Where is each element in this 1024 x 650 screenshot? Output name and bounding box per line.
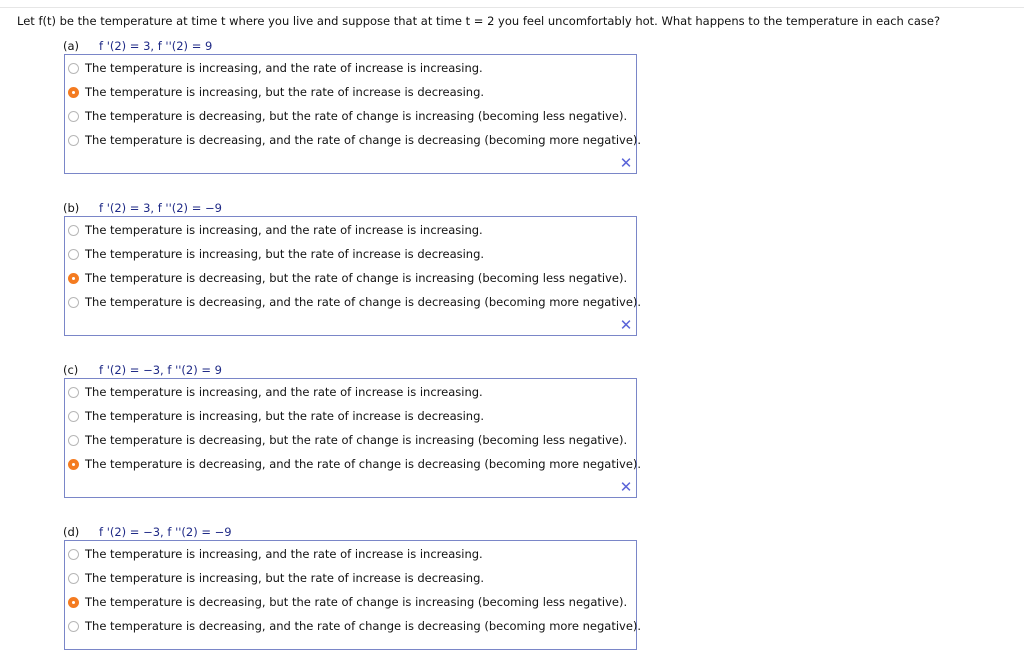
part-a-label: (a) [63, 39, 80, 53]
part-c-option-3[interactable]: The temperature is decreasing, but the rate of change is increasing (becoming less negative). [85, 433, 628, 447]
part-a-option-4[interactable]: The temperature is decreasing, and the rate of change is decreasing (becoming more negative). [85, 133, 642, 147]
part-c-option-2[interactable]: The temperature is increasing, but the rate of increase is decreasing. [85, 409, 485, 423]
part-d-radio-3[interactable] [68, 597, 79, 608]
part-d-option-4[interactable]: The temperature is decreasing, and the rate of change is decreasing (becoming more negative). [85, 619, 642, 633]
part-c-option-1[interactable]: The temperature is increasing, and the rate of increase is increasing. [85, 385, 483, 399]
part-a-radio-3[interactable] [68, 111, 79, 122]
part-d-radio-1[interactable] [68, 549, 79, 560]
part-b-radio-2[interactable] [68, 249, 79, 260]
part-b-answer-box [64, 216, 642, 336]
part-b-equation: f '(2) = 3, f ''(2) = −9 [99, 201, 222, 215]
part-c-option-4[interactable]: The temperature is decreasing, and the rate of change is decreasing (becoming more negative). [85, 457, 642, 471]
part-a-radio-2[interactable] [68, 87, 79, 98]
part-c-label: (c) [63, 363, 79, 377]
part-b-option-2[interactable]: The temperature is increasing, but the rate of increase is decreasing. [85, 247, 485, 261]
part-a-radio-4[interactable] [68, 135, 79, 146]
part-d-radio-2[interactable] [68, 573, 79, 584]
part-c-answer-box [64, 378, 642, 498]
part-d-header [63, 525, 232, 539]
x-mark-icon: ✕ [619, 154, 633, 172]
part-a-radio-1[interactable] [68, 63, 79, 74]
part-a-header [63, 39, 212, 53]
x-mark-icon: ✕ [619, 478, 633, 496]
part-c-radio-2[interactable] [68, 411, 79, 422]
part-a-option-2[interactable]: The temperature is increasing, but the rate of increase is decreasing. [85, 85, 485, 99]
top-divider [0, 7, 1024, 8]
question-prompt: Let f(t) be the temperature at time t where you live and suppose that at time t = 2 you feel uncomfortably hot. What happens to the temperature in each case? [17, 14, 941, 28]
part-d-label: (d) [63, 525, 80, 539]
part-b-radio-3[interactable] [68, 273, 79, 284]
part-d-answer-box [64, 540, 642, 650]
part-a-option-1[interactable]: The temperature is increasing, and the rate of increase is increasing. [85, 61, 483, 75]
part-b-option-1[interactable]: The temperature is increasing, and the rate of increase is increasing. [85, 223, 483, 237]
x-mark-icon: ✕ [619, 316, 633, 334]
part-d-option-3[interactable]: The temperature is decreasing, but the rate of change is increasing (becoming less negative). [85, 595, 628, 609]
part-d-radio-4[interactable] [68, 621, 79, 632]
part-b-header [63, 201, 222, 215]
part-a-answer-box [64, 54, 642, 174]
part-a-option-3[interactable]: The temperature is decreasing, but the rate of change is increasing (becoming less negative). [85, 109, 628, 123]
part-a-equation: f '(2) = 3, f ''(2) = 9 [99, 39, 213, 53]
part-d-option-2[interactable]: The temperature is increasing, but the rate of increase is decreasing. [85, 571, 485, 585]
part-b-option-3[interactable]: The temperature is decreasing, but the rate of change is increasing (becoming less negative). [85, 271, 628, 285]
part-c-radio-1[interactable] [68, 387, 79, 398]
part-c-radio-4[interactable] [68, 459, 79, 470]
part-b-radio-1[interactable] [68, 225, 79, 236]
part-d-equation: f '(2) = −3, f ''(2) = −9 [99, 525, 232, 539]
part-c-equation: f '(2) = −3, f ''(2) = 9 [99, 363, 222, 377]
part-d-option-1[interactable]: The temperature is increasing, and the rate of increase is increasing. [85, 547, 483, 561]
part-b-option-4[interactable]: The temperature is decreasing, and the rate of change is decreasing (becoming more negative). [85, 295, 642, 309]
part-b-label: (b) [63, 201, 80, 215]
part-c-header [63, 363, 222, 377]
part-c-radio-3[interactable] [68, 435, 79, 446]
part-b-radio-4[interactable] [68, 297, 79, 308]
